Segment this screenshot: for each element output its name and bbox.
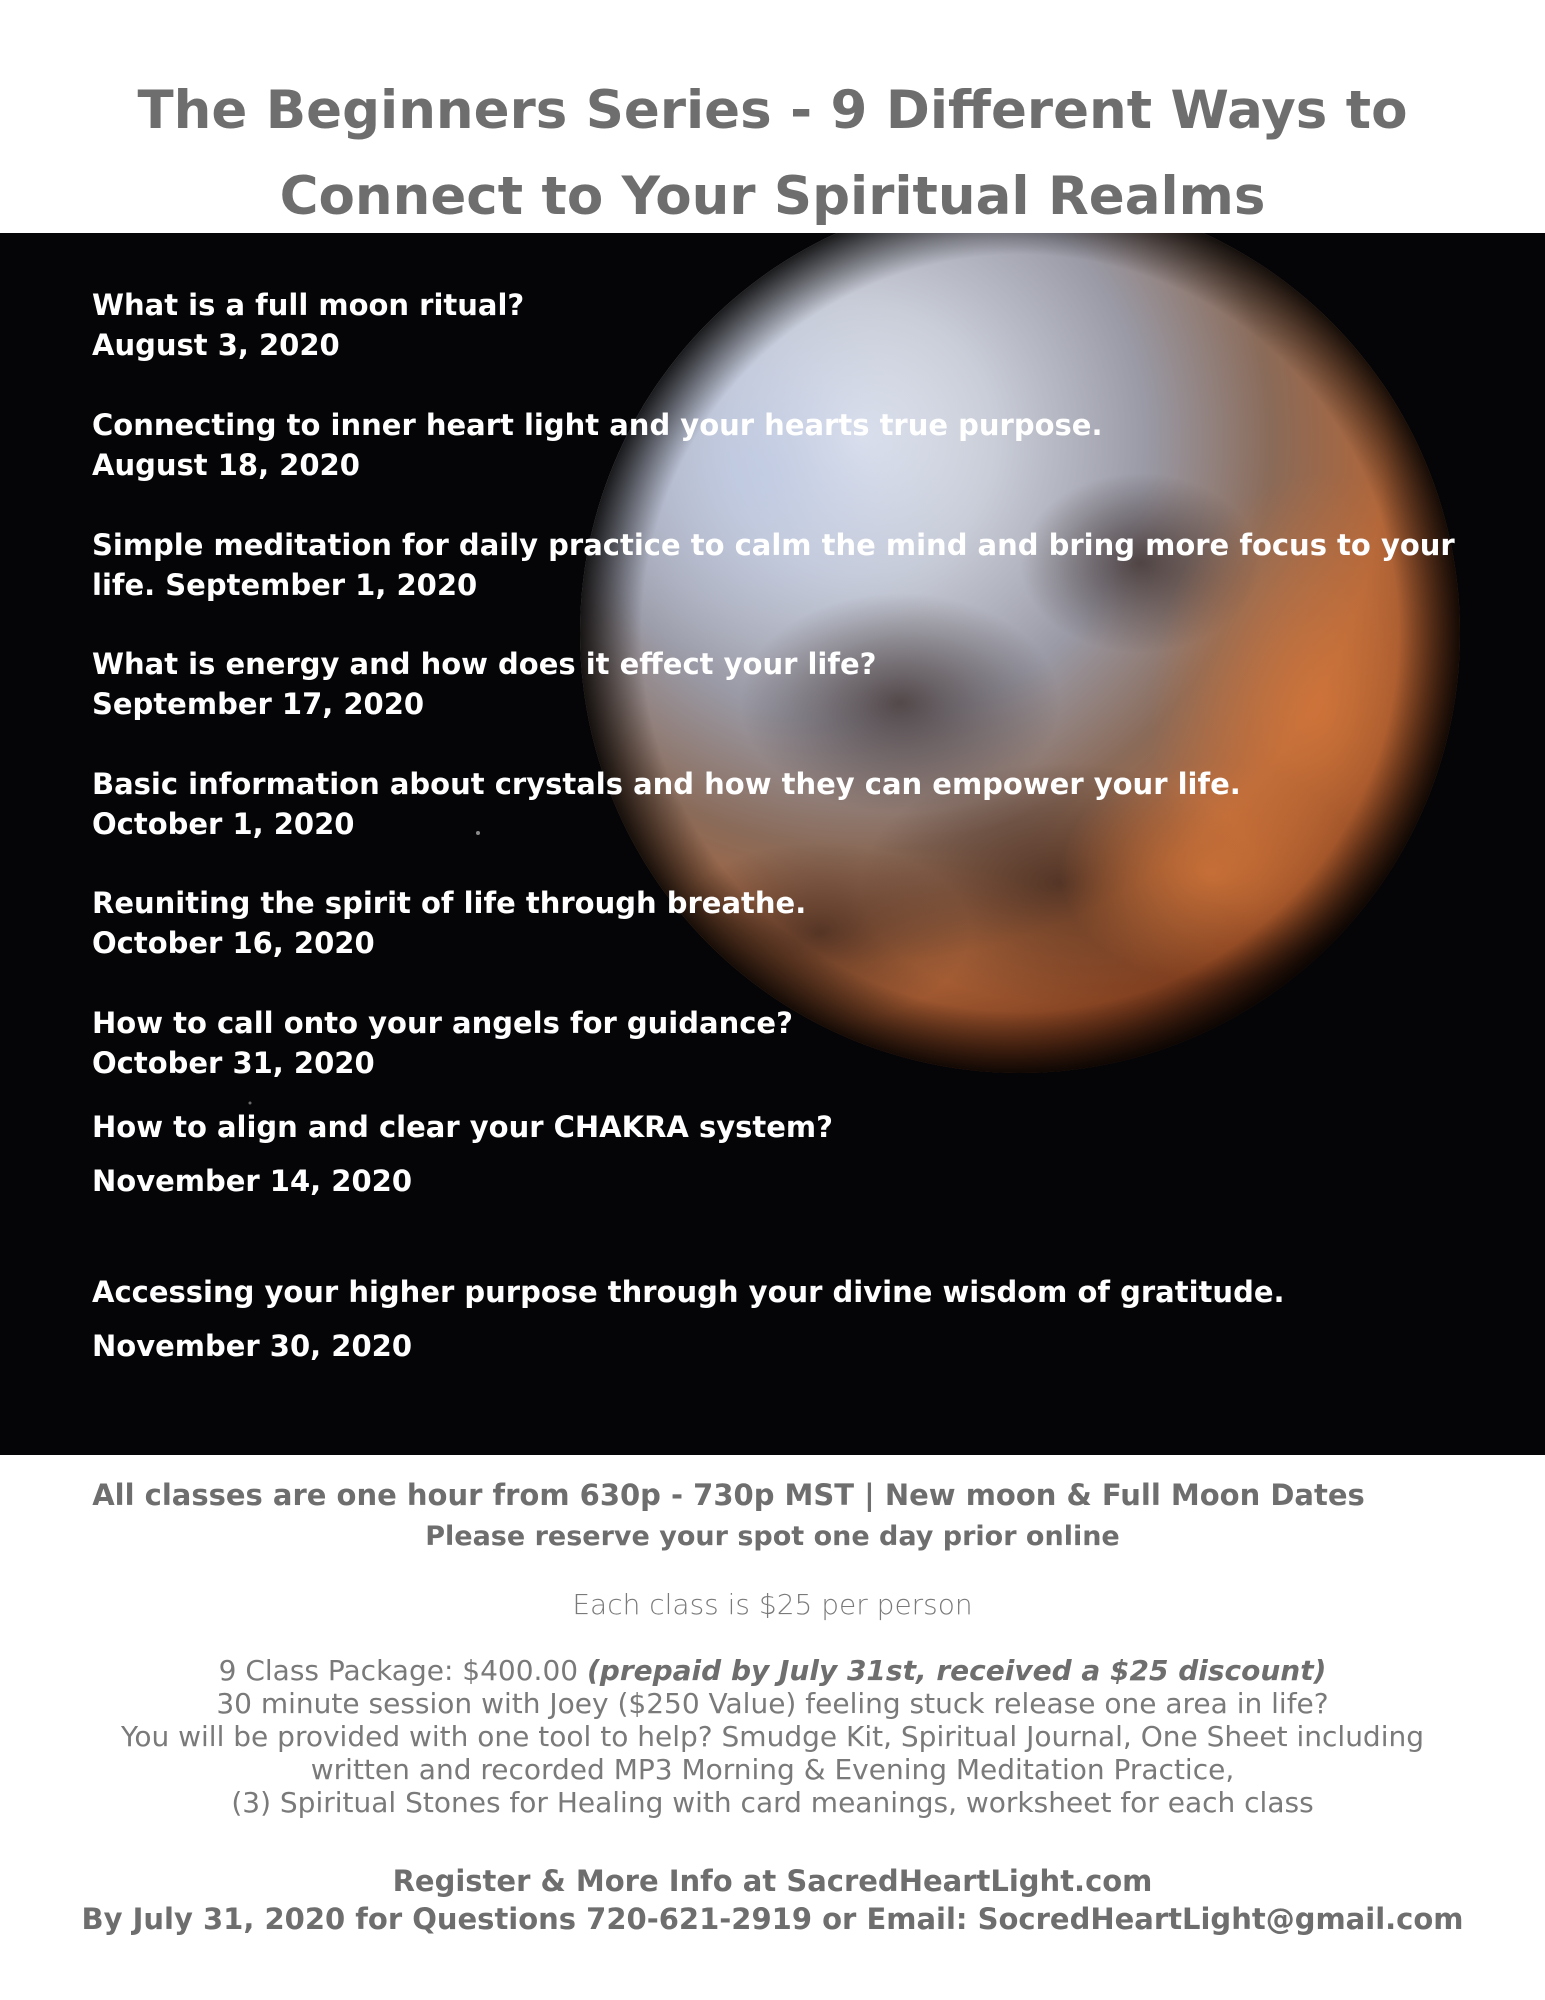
reserve-text: Please reserve your spot one day prior online — [425, 1521, 1120, 1552]
session-date: November 30, 2020 — [92, 1329, 412, 1363]
register-text: Register & More Info at SacredHeartLight.com — [392, 1864, 1153, 1898]
contact-info — [0, 1862, 1545, 1938]
session-item — [92, 525, 1512, 605]
session-date: August 3, 2020 — [92, 328, 340, 362]
session-date: November 14, 2020 — [92, 1164, 412, 1198]
session-date: September 17, 2020 — [92, 687, 425, 721]
package-line-5: (3) Spiritual Stones for Healing with card meanings, worksheet for each class — [231, 1786, 1314, 1819]
package-line-3: You will be provided with one tool to help? Smudge Kit, Spiritual Journal, One Sheet including — [120, 1720, 1425, 1753]
session-date: August 18, 2020 — [92, 448, 360, 482]
session-item — [92, 883, 1512, 963]
package-discount: (prepaid by July 31st, received a $25 discount) — [586, 1654, 1327, 1687]
package-line-1 — [0, 1654, 1545, 1687]
package-line-4: written and recorded MP3 Morning & Evening Meditation Practice, — [310, 1753, 1235, 1786]
price-text: Each class is $25 per person — [572, 1588, 973, 1621]
session-topic: How to align and clear your CHAKRA system? — [92, 1110, 833, 1144]
session-item — [92, 644, 1512, 724]
session-item — [92, 1003, 1512, 1083]
session-topic: What is a full moon ritual? — [92, 288, 525, 322]
session-topic: Simple meditation for daily practice to calm the mind and bring more focus to your — [92, 528, 1455, 562]
page-title — [0, 68, 1545, 240]
title-line-2: Connect to Your Spiritual Realms — [279, 166, 1266, 227]
session-item — [92, 285, 1512, 365]
session-item — [92, 1107, 1512, 1201]
session-date: life. September 1, 2020 — [92, 568, 478, 602]
session-item — [92, 764, 1512, 844]
session-date: October 1, 2020 — [92, 807, 355, 841]
session-topic: What is energy and how does it effect your life? — [92, 647, 877, 681]
session-date: October 31, 2020 — [92, 1046, 375, 1080]
package-details — [0, 1654, 1545, 1819]
schedule-label: All classes are one hour from 630p - 730p MST | New moon & Full Moon Dates — [92, 1478, 1365, 1512]
package-line-2: 30 minute session with Joey ($250 Value) feeling stuck release one area in life? — [216, 1687, 1329, 1720]
session-topic: Reuniting the spirit of life through breathe. — [92, 886, 807, 920]
package-price: 9 Class Package: $400.00 — [218, 1654, 587, 1687]
session-item — [92, 405, 1512, 485]
schedule-text — [0, 1475, 1545, 1515]
session-topic: Accessing your higher purpose through your divine wisdom of gratitude. — [92, 1275, 1285, 1309]
questions-text: By July 31, 2020 for Questions 720-621-2919 or Email: SocredHeartLight@gmail.com — [81, 1902, 1464, 1936]
session-item — [92, 1272, 1512, 1366]
session-topic: How to call onto your angels for guidance? — [92, 1006, 793, 1040]
moon-hero-banner — [0, 233, 1545, 1455]
session-topic: Connecting to inner heart light and your hearts true purpose. — [92, 408, 1103, 442]
session-date: October 16, 2020 — [92, 926, 375, 960]
title-line-1: The Beginners Series - 9 Different Ways to — [137, 80, 1408, 141]
session-topic: Basic information about crystals and how they can empower your life. — [92, 767, 1241, 801]
